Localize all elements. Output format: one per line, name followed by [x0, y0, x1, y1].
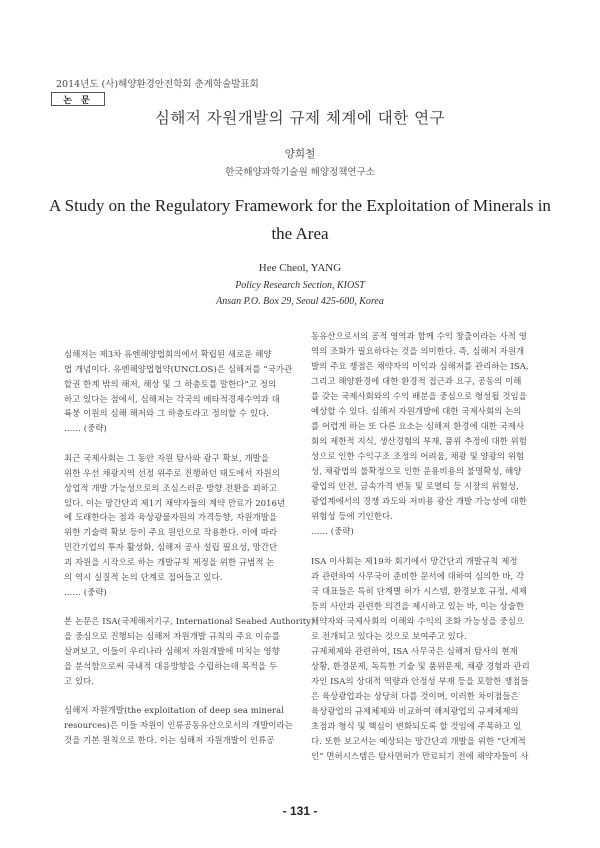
body-line: 인” 면허시스템은 탐사면허가 만료되기 전에 채약자들이 사	[311, 751, 529, 761]
body-line: 광업계에서의 경쟁 과도와 저비용 광산 개발 가능성에 대한	[311, 496, 527, 506]
body-line: 를 갖는 국제사회와의 수익 배분을 중심으로 형성될 것임을	[311, 391, 527, 401]
body-line: 있다. 이는 망간단괴 제1기 채약자들의 계약 만료가 2016년	[64, 497, 286, 508]
body-line: 초점과 형식 및 핵심이 변화되도록 할 것임에 주목하고 있	[311, 721, 522, 731]
title-korean: 심해저 자원개발의 규제 체계에 대한 연구	[154, 109, 446, 127]
body-line: 규제체제와 관련하여, ISA 사무국은 심해저 탐사의 현재	[311, 646, 518, 656]
body-line: 괴 자원을 시작으로 하는 개발규칙 제정을 위한 규범적 논	[64, 556, 275, 567]
body-line: 로 전개되고 있다는 것으로 보여주고 있다.	[311, 631, 467, 641]
body-line: 살펴보고, 이들이 우리나라 심해저 자원개발에 미치는 영향	[64, 646, 280, 656]
body-line: 위한 기술력 확보 등이 주요 원인으로 작용한다. 이에 따라	[64, 527, 278, 538]
body-line: 를 어렵게 하는 또 다른 요소는 심해저 환경에 대한 국제사	[311, 421, 525, 431]
body-line: 발의 주요 쟁점은 채약자의 이익과 심해저를 관리하는 ISA,	[311, 361, 529, 371]
body-line: …… (중략)	[311, 526, 354, 536]
body-line: …… (중략)	[64, 423, 107, 434]
body-line: 심해저는 제3차 유엔해양법회의에서 확립된 새로운 해양	[64, 349, 272, 359]
title-english	[40, 192, 560, 248]
body-line: ISA 이사회는 제19차 회기에서 망간단괴 개발규칙 제정	[311, 556, 518, 566]
proceedings-header: 2014년도 (사)해양환경안전학회 춘계학술발표회	[56, 79, 259, 90]
affiliation-english-line-2: Ansan P.O. Box 29, Seoul 425-600, Korea	[216, 296, 384, 307]
body-line: 국 대표들은 특히 단계별 허가 시스템, 환경보호 규정, 세제	[311, 586, 527, 596]
body-line: 회의 제한적 지식, 생산경험의 부재, 품위 추정에 대한 위험	[311, 436, 527, 446]
body-line: 본 논문은 ISA(국제해저기구, International Seabed Authority)	[64, 616, 315, 627]
affiliation-english	[0, 278, 600, 310]
body-line: 최근 국제사회는 그 동안 자원 탐사와 광구 확보, 개발을	[64, 452, 270, 463]
title-english-line-1: A Study on the Regulatory Framework for the Exploitation of Minerals in	[49, 196, 551, 215]
body-line: 상황, 환경문제, 독특한 기술 및 품위문제, 채광 경험과 관리	[311, 661, 530, 671]
affiliation-english-line-1: Policy Research Section, KIOST	[235, 280, 365, 291]
body-line: 을 중심으로 진행되는 심해저 자원개발 규칙의 주요 이슈를	[64, 631, 280, 642]
body-line: 것을 기본 원칙으로 한다. 이는 심해저 자원개발이 인류공	[64, 735, 275, 746]
body-line: 자인 ISA의 상대적 역량과 안정성 부재 등을 포함한 쟁점들	[311, 676, 529, 686]
body-line: …… (중략)	[64, 586, 107, 597]
body-line: 상업적 개발 가능성으로의 조심스러운 방향 전환을 꾀하고	[64, 482, 278, 493]
body-line: 의 역시 실질적 논의 단계로 접어들고 있다.	[64, 571, 223, 582]
body-line: 에 도래한다는 점과 육상광물자원의 가격등향, 자원개발을	[64, 512, 278, 523]
body-line: 성, 채광법의 불확정으로 인한 운용비용의 불명확성, 해양	[311, 466, 522, 476]
body-line: 동유산으로서의 공적 영역과 함께 수익 창출이라는 사적 영	[311, 331, 527, 341]
body-line: 을 분석함으로써 국내적 대응방향을 수립하는데 목적을 두	[64, 660, 278, 671]
body-line: 고 있다.	[64, 675, 95, 686]
body-line: 할권 한계 밖의 해저, 해상 및 그 하층토를 말한다”고 정의	[64, 378, 277, 389]
body-line: 그리고 해양환경에 대한 환경적 접근과 요구, 공동의 이해	[311, 376, 522, 386]
section-label: 논 문	[51, 92, 105, 106]
affiliation-korean: 한국해양과학기술원 해양정책연구소	[225, 167, 375, 178]
body-line: 위한 우선 채광지역 선정 위주로 진행하던 태도에서 자원의	[64, 467, 280, 478]
body-line: resources)은 이들 자원이 인류공동유산으로서의 개발이라는	[64, 720, 293, 731]
author-english: Hee Cheol, YANG	[258, 262, 342, 274]
title-english-line-2: the Area	[271, 224, 329, 243]
body-line: 륙붕 이원의 심해 해저와 그 하층토라고 정의할 수 있다.	[64, 408, 270, 419]
body-line: 채약자와 국제사회의 이해와 수익의 조화 가능성을 중심으	[311, 616, 525, 626]
body-line: 과 관련하여 사무국이 준비한 문서에 대하여 심의한 바, 각	[311, 571, 525, 581]
body-line: 성으로 인한 수익구조 조정의 어려움, 채광 및 양광의 위험	[311, 451, 525, 461]
author-korean: 양희철	[284, 148, 316, 160]
body-line: 다. 또한 보고서는 예상되는 망간단괴 개발을 위한 “단계적	[311, 736, 526, 746]
body-line: 하고 있다는 점에서, 심해저는 각국의 배타적경제수역과 대	[64, 393, 280, 404]
body-line: 광업의 안전, 금속가격 변동 및 로열티 등 시장의 위험성,	[311, 481, 519, 491]
page-number: - 131 -	[282, 804, 318, 818]
body-line: 은 육상광업과는 상당히 다를 것이며, 이러한 차이점들은	[311, 691, 519, 701]
body-line: 육상광업의 규제체제와 비교하여 해저광업의 규제체제의	[311, 706, 519, 716]
body-line: 심해저 자원개발(the exploitation of deep sea mineral	[64, 705, 285, 716]
body-line: 위험성 등에 기인한다.	[311, 511, 393, 521]
body-line: 등의 사안과 관련한 의견을 제시하고 있는 바, 이는 상술한	[311, 601, 525, 611]
body-line: 예상할 수 있다. 심해저 자원개발에 대한 국제사회의 논의	[311, 406, 522, 416]
body-line: 민간기업의 투자 활성화, 심해저 공사 설립 필요성, 망간단	[64, 542, 278, 553]
body-line: 법 개념이다. 유엔해양법협약(UNCLOS)은 심해저를 “국가관	[64, 363, 293, 374]
body-line: 역의 조화가 필요하다는 것을 의미한다. 즉, 심해저 자원개	[311, 346, 525, 356]
